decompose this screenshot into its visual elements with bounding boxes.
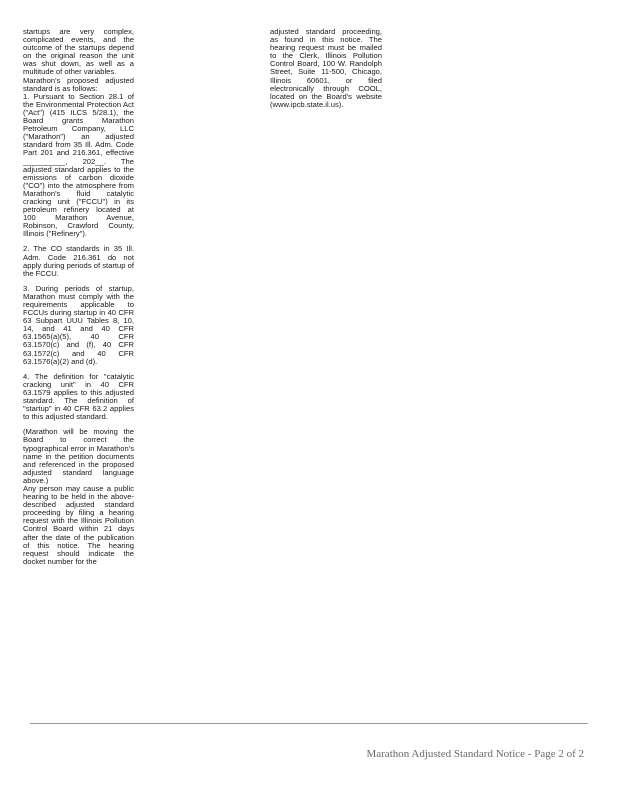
paragraph-typo-note: (Marathon will be moving the Board to correct the typographical error in Marathon's name in the petition documents and referenced in the proposed adjusted standard language above.) <box>23 427 134 485</box>
paragraph-hearing-request: Any person may cause a public hearing to be held in the above-described adjusted standard proceeding by filing a hearing request with the Illinois Pollution Control Board within 21 days after the date of the publication of this notice. The hearing request should indicate the docket number for the <box>23 483 134 566</box>
page-footer: Marathon Adjusted Standard Notice - Page 2 of 2 <box>366 748 584 760</box>
right-text-column <box>270 28 382 109</box>
paragraph-item-3: 3. During periods of startup, Marathon must comply with the requirements applicable to FCCUs during startup in 40 CFR 63 Subpart UUU Tables 8, 10, 14, and 41 and 40 CFR 63.1565(a)(5), 40 CFR 63.1570(c) and (f), 40 CFR 63.1572(c) and 40 CFR 63.1576(a)(2) and (d). <box>23 283 134 366</box>
left-text-column <box>23 28 134 566</box>
paragraph-item-4: 4. The definition for "catalytic cracking unit" in 40 CFR 63.1579 applies to this adjusted standard. The definition of "startup" in 40 CFR 63.2 applies to this adjusted standard. <box>23 371 134 422</box>
footer-divider <box>30 723 588 724</box>
paragraph-hearing-continued: adjusted standard proceeding, as found in this notice. The hearing request must be mailed to the Clerk, Illinois Pollution Control Board, 100 W. Randolph Street, Suite 11-500, Chicago, Illinois 60601, or filed electronically through COOL, located on the Board's website (www.ipcb.state.il.us). <box>270 27 382 109</box>
paragraph-proposed-intro: Marathon's proposed adjusted standard is as follows: <box>23 75 134 93</box>
paragraph-item-1: 1. Pursuant to Section 28.1 of the Environmental Protection Act ("Act") (415 ILCS 5/28.1), the Board grants Marathon Petroleum Company, LLC ("Marathon") an adjusted standard from 35 Ill. Adm. Code Part 201 and 216.361, effective __________, 202__. The adjusted standard applies to the emissions of carbon dioxide ("CO") into the atmosphere from Marathon's fluid catalytic cracking unit ("FCCU") in its petroleum refinery located at 100 Marathon Avenue, Robinson, Crawford County, Illinois ("Refinery"). <box>23 91 134 239</box>
paragraph-item-2: 2. The CO standards in 35 Ill. Adm. Code 216.361 do not apply during periods of startup of the FCCU. <box>23 244 134 278</box>
paragraph-startup-variables: startups are very complex, complicated events, and the outcome of the startups depend on the original reason the unit was shut down, as well as a multitude of other variables. <box>23 27 134 77</box>
